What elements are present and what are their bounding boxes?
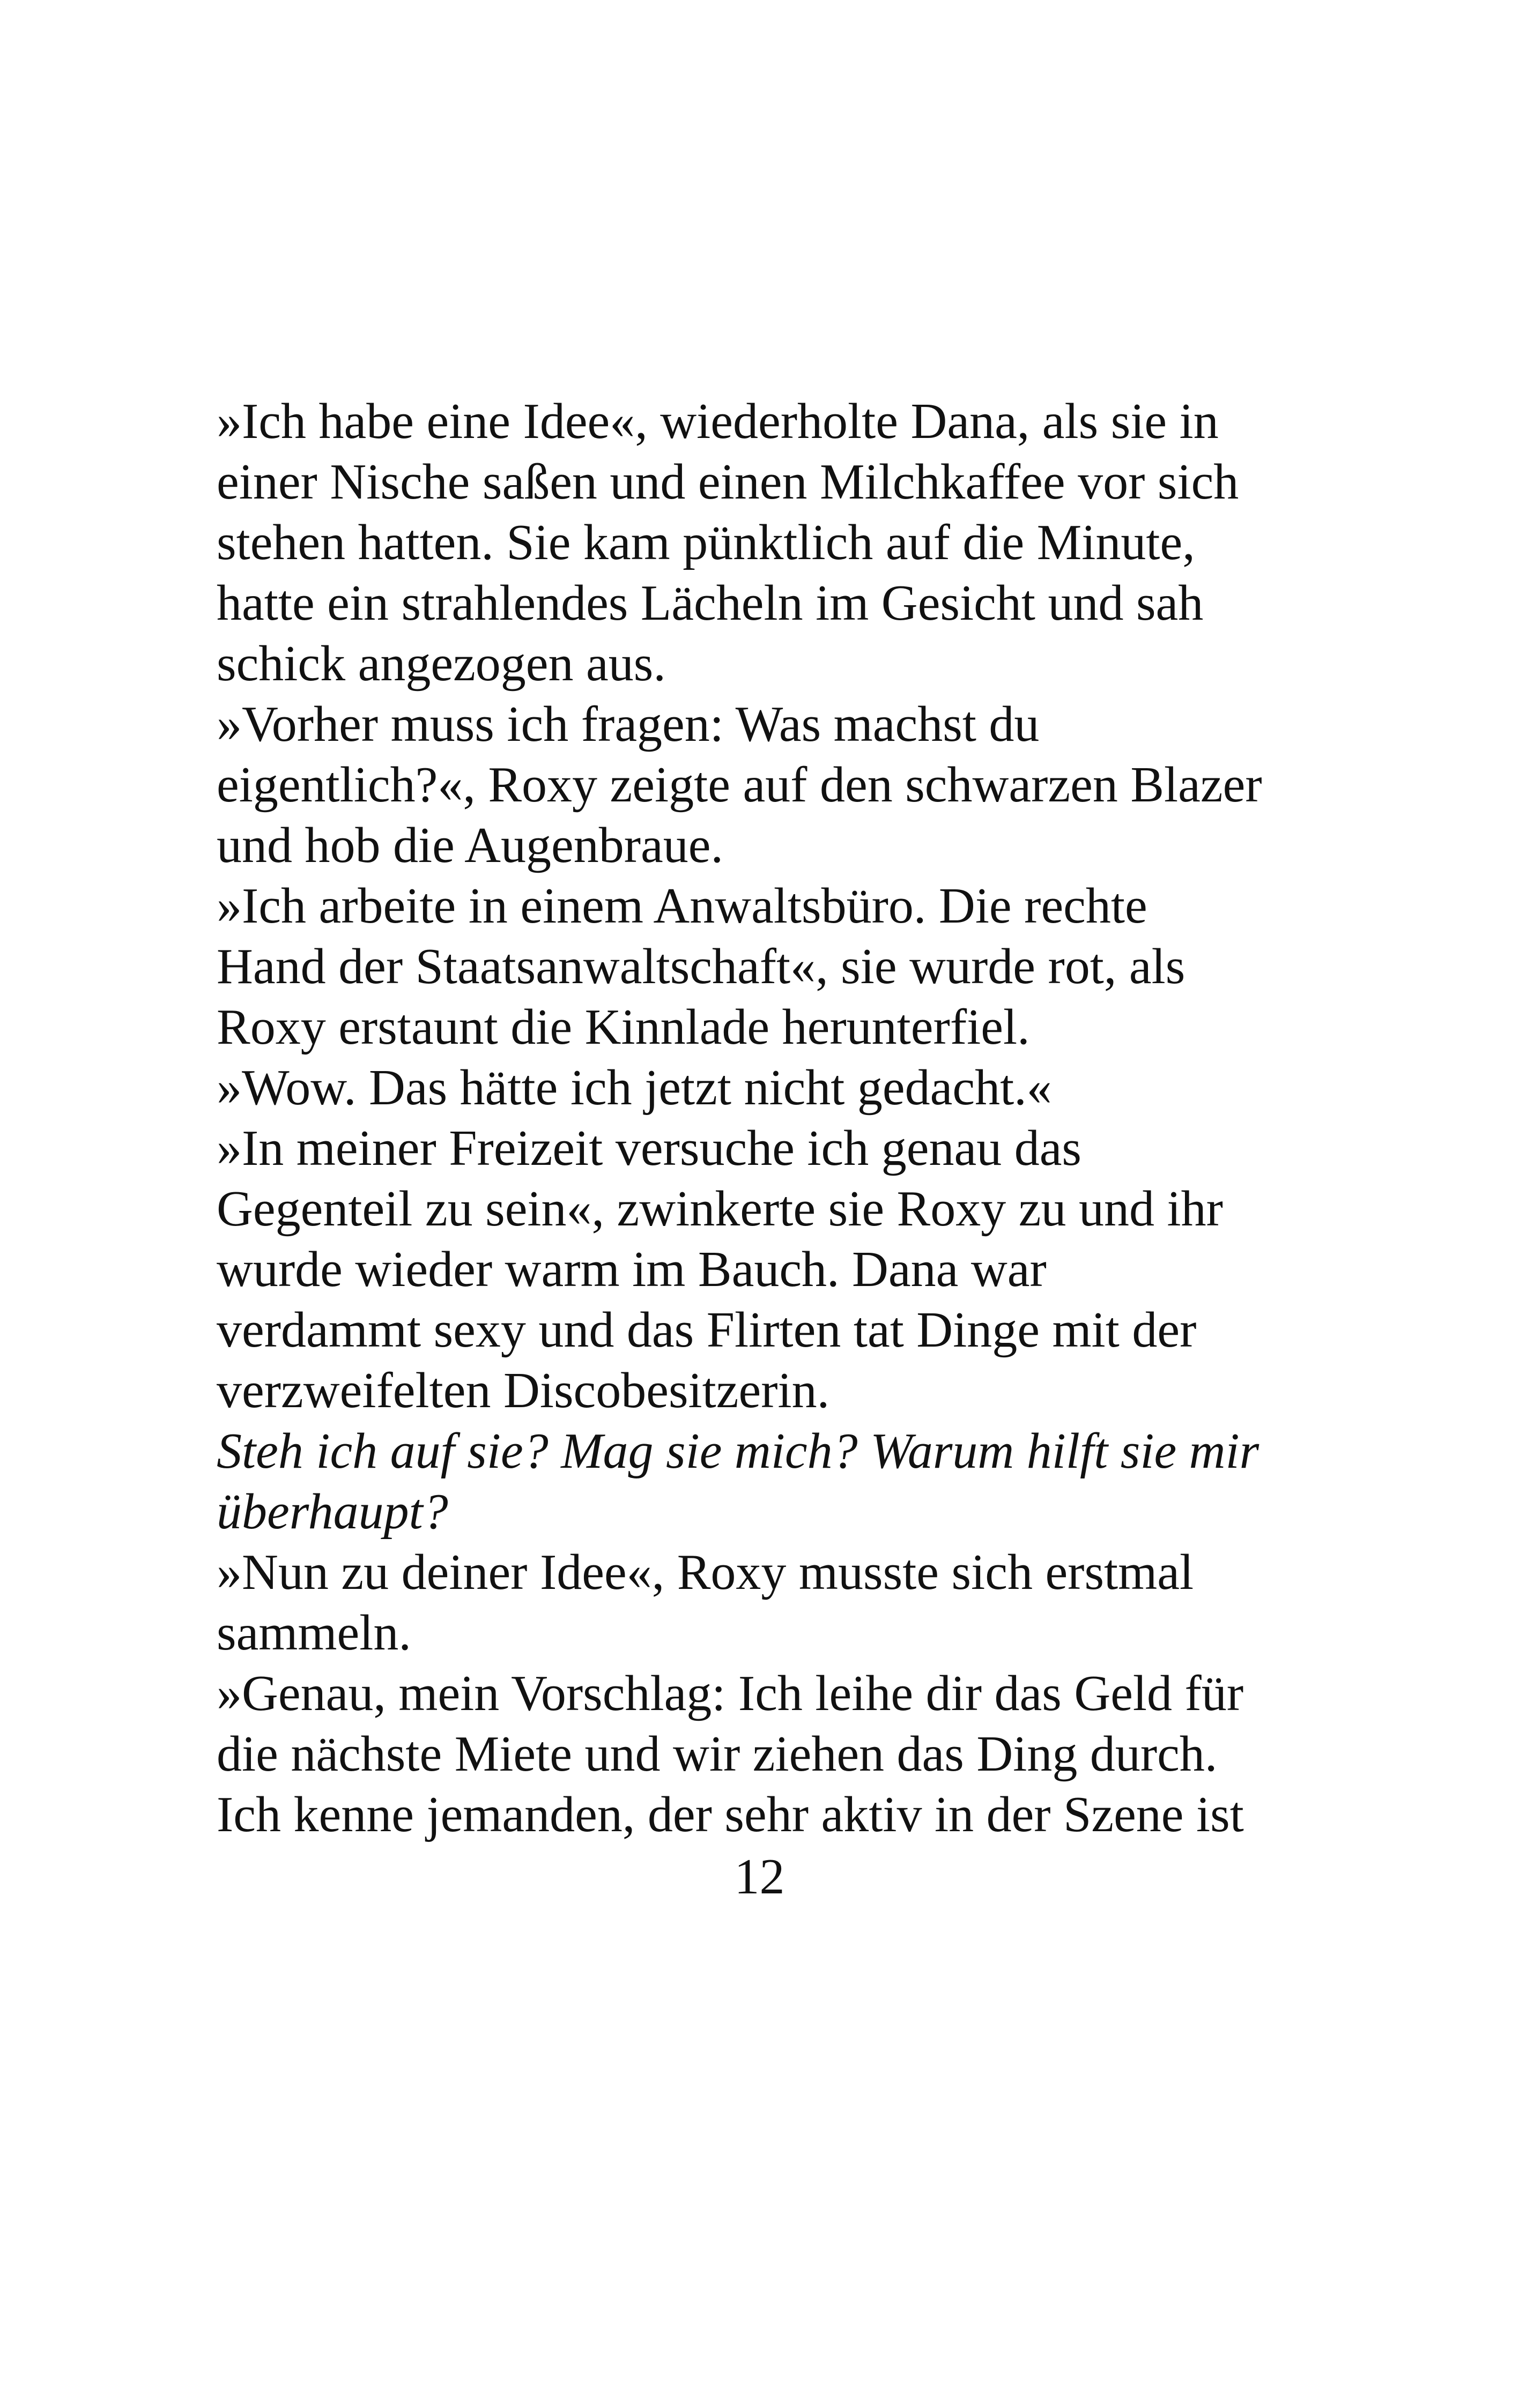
text-line: sammeln.	[217, 1605, 411, 1661]
page-number: 12	[734, 1849, 785, 1905]
text-line: eigentlich?«, Roxy zeigte auf den schwarzen Blazer	[217, 757, 1262, 813]
text-line: verzweifelten Discobesitzerin.	[217, 1363, 830, 1418]
text-line: »Ich habe eine Idee«, wiederholte Dana, als sie in	[217, 393, 1219, 449]
text-line: wurde wieder warm im Bauch. Dana war	[217, 1242, 1047, 1297]
text-line: Gegenteil zu sein«, zwinkerte sie Roxy zu und ihr	[217, 1181, 1223, 1237]
text-line: überhaupt?	[217, 1484, 448, 1540]
text-line: Ich kenne jemanden, der sehr aktiv in der Szene ist	[217, 1787, 1244, 1842]
text-line: Hand der Staatsanwaltschaft«, sie wurde rot, als	[217, 939, 1185, 994]
text-line: Steh ich auf sie? Mag sie mich? Warum hilft sie mir	[217, 1423, 1259, 1479]
text-line: schick angezogen aus.	[217, 636, 666, 692]
text-line: die nächste Miete und wir ziehen das Ding durch.	[217, 1726, 1218, 1782]
text-line: »In meiner Freizeit versuche ich genau das	[217, 1120, 1082, 1176]
text-line: Roxy erstaunt die Kinnlade herunterfiel.	[217, 999, 1030, 1055]
body-text	[217, 391, 1343, 1845]
text-line: »Nun zu deiner Idee«, Roxy musste sich erstmal	[217, 1544, 1194, 1600]
text-line: »Vorher muss ich fragen: Was machst du	[217, 696, 1040, 752]
text-line: einer Nische saßen und einen Milchkaffee vor sich	[217, 454, 1239, 510]
text-line: verdammt sexy und das Flirten tat Dinge mit der	[217, 1302, 1197, 1358]
text-line: »Ich arbeite in einem Anwaltsbüro. Die rechte	[217, 878, 1147, 934]
text-line: und hob die Augenbraue.	[217, 817, 724, 873]
text-line: »Genau, mein Vorschlag: Ich leihe dir das Geld für	[217, 1666, 1244, 1721]
text-line: »Wow. Das hätte ich jetzt nicht gedacht.«	[217, 1060, 1052, 1116]
text-line: stehen hatten. Sie kam pünktlich auf die Minute,	[217, 515, 1195, 570]
text-line: hatte ein strahlendes Lächeln im Gesicht und sah	[217, 575, 1204, 631]
